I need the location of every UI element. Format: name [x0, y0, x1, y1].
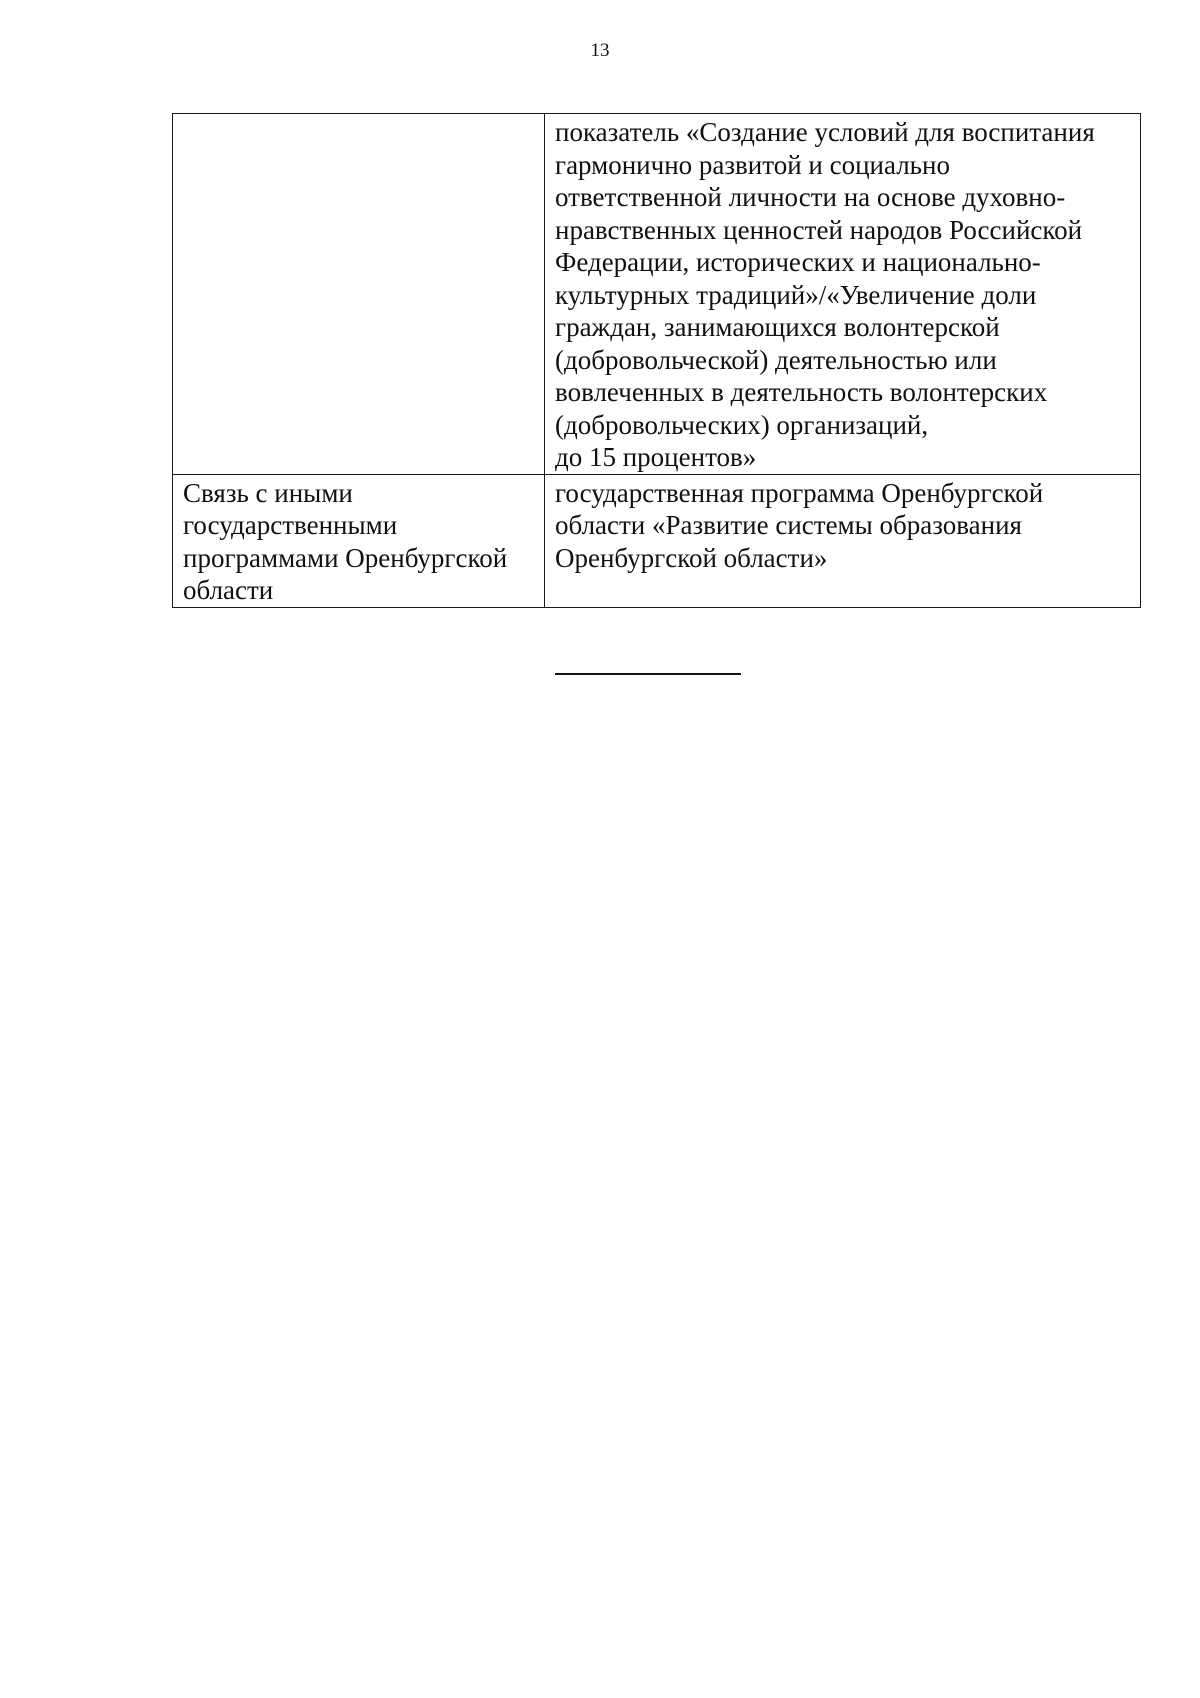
page-number: 13	[590, 40, 610, 61]
table-cell-label	[173, 114, 545, 475]
table-row-indicator	[173, 114, 1141, 475]
table-cell-value	[545, 114, 1141, 475]
end-of-document-rule	[555, 673, 741, 675]
row-label: Связь с иными государственными программами Оренбургской области	[183, 477, 508, 605]
row-value: государственная программа Оренбургской области «Развитие системы образования Оренбургской области»	[555, 477, 1044, 573]
table-row-related-programs	[173, 474, 1141, 607]
table-cell-label	[173, 474, 545, 607]
table-cell-value	[545, 474, 1141, 607]
passport-table	[172, 113, 1141, 608]
row-value: показатель «Создание условий для воспитания гармонично развитой и социально ответственной личности на основе духовно- нравственных ценностей народов Российской Федерации, исторических и национально- культурных традиций»/«Увеличение доли граждан, занимающихся волонтерской (добровольческой) деятельностью или вовлеченных в деятельность волонтерских (добровольческих) организаций, до 15 процентов»	[555, 117, 1095, 472]
